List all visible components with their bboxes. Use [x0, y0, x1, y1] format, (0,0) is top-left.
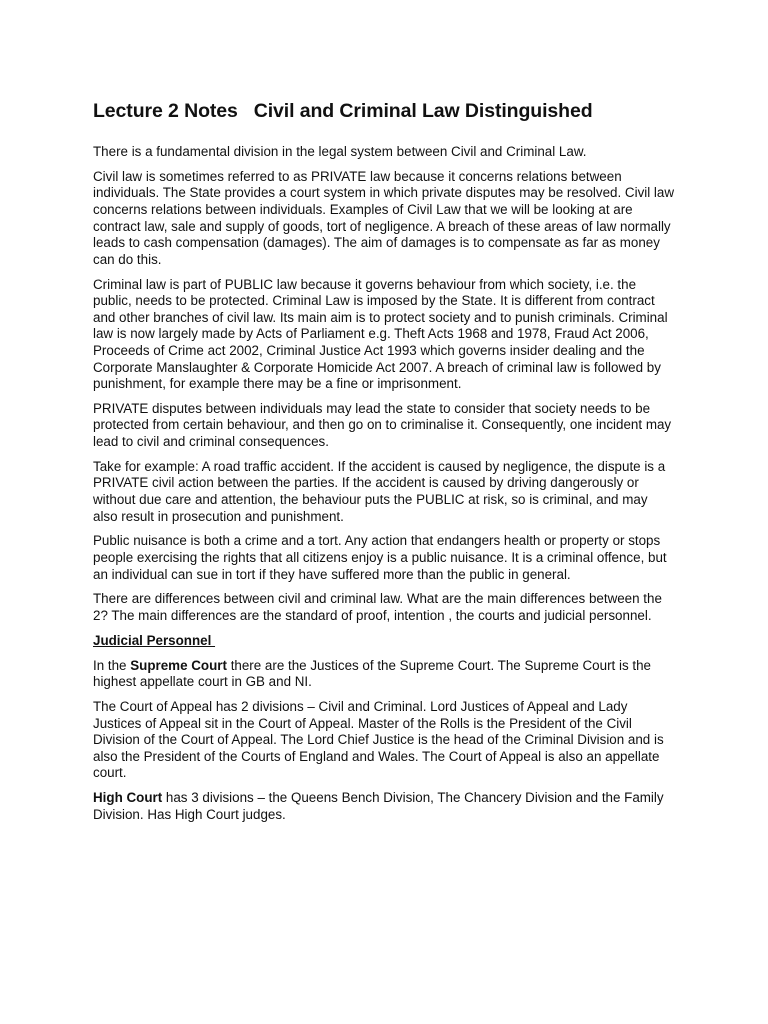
paragraph-road-traffic-example: Take for example: A road traffic accident. If the accident is caused by negligence, the dispute is a PRIVATE civil action between the parties. If the accident is caused by driving dangerously or without due care and attention, the behaviour puts the PUBLIC at risk, so is criminal, and may also result in prosecution and punishment.	[93, 458, 666, 524]
document-page	[93, 100, 675, 831]
judicial-personnel-heading: Judicial Personnel	[93, 632, 216, 648]
supreme-rest: there are the Justices of the Supreme Court. The Supreme Court is the highest appellate court in GB and NI.	[93, 657, 651, 690]
paragraph-criminal-law: Criminal law is part of PUBLIC law because it governs behaviour from which society, i.e. the public, needs to be protected. Criminal Law is imposed by the State. It is different from contract and other branches of civil law. Its main aim is to protect society and to punish criminals. Criminal law is now largely made by Acts of Parliament e.g. Theft Acts 1968 and 1978, Fraud Act 2006, Proceeds of Crime act 2002, Criminal Justice Act 1993 which governs insider dealing and the Corporate Manslaughter & Corporate Homicide Act 2007. A breach of criminal law is followed by punishment, for example there may be a fine or imprisonment.	[93, 276, 668, 392]
paragraph-public-nuisance: Public nuisance is both a crime and a tort. Any action that endangers health or property or stops people exercising the rights that all citizens enjoy is a public nuisance. It is a criminal offence, but an individual can sue in tort if they have suffered more than the public in general.	[93, 533, 667, 582]
high-court-term: High Court	[93, 790, 163, 806]
supreme-court-term: Supreme Court	[130, 657, 227, 673]
paragraph-high-court	[93, 790, 675, 823]
paragraph-supreme-court	[93, 658, 675, 691]
high-court-rest: has 3 divisions – the Queens Bench Division, The Chancery Division and the Family Division. Has High Court judges.	[93, 790, 664, 822]
document-title: Lecture 2 Notes Civil and Criminal Law Distinguished	[93, 100, 593, 122]
paragraph-intro: There is a fundamental division in the legal system between Civil and Criminal Law.	[93, 144, 587, 159]
paragraph-court-of-appeal: The Court of Appeal has 2 divisions – Civil and Criminal. Lord Justices of Appeal and Lady Justices of Appeal sit in the Court of Appeal. Master of the Rolls is the President of the Civil Division of the Court of Appeal. The Lord Chief Justice is the head of the Criminal Division and is also the President of the Courts of England and Wales. The Court of Appeal is also an appellate court.	[93, 698, 664, 781]
supreme-prefix: In the	[93, 657, 131, 673]
paragraph-private-disputes: PRIVATE disputes between individuals may lead the state to consider that society needs to be protected from certain behaviour, and then go on to criminalise it. Consequently, one incident may lead to civil and criminal consequences.	[93, 400, 672, 450]
paragraph-civil-law: Civil law is sometimes referred to as PRIVATE law because it concerns relations between individuals. The State provides a court system in which private disputes may be resolved. Civil law concerns relations between individuals. Examples of Civil Law that we will be looking at are contract law, sale and supply of goods, tort of negligence. A breach of these areas of law normally leads to cash compensation (damages). The aim of damages is to compensate as far as money can do this.	[93, 168, 675, 267]
paragraph-differences: There are differences between civil and criminal law. What are the main differences between the 2? The main differences are the standard of proof, intention , the courts and judicial personnel.	[93, 591, 662, 623]
